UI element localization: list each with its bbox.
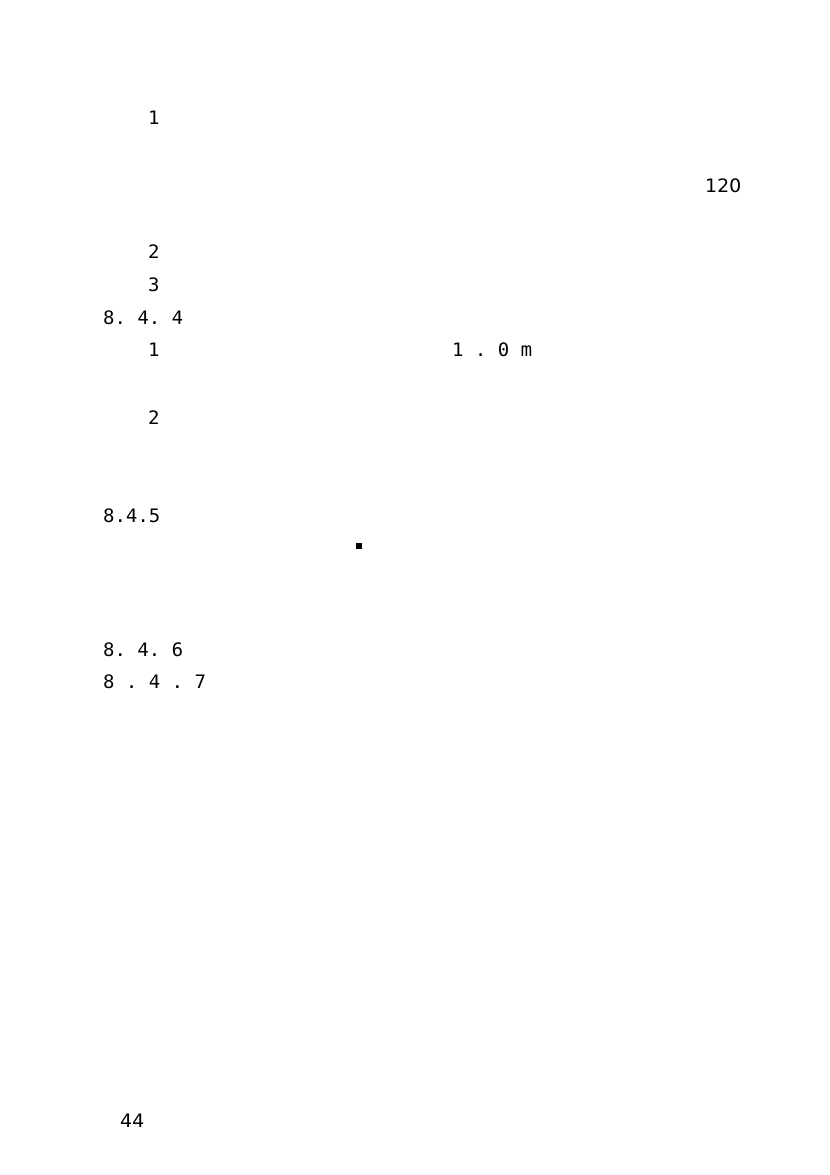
text-line-value-120: 120 — [705, 175, 742, 197]
text-line-clause-8-4-7: 8 . 4 . 7 — [103, 671, 206, 693]
text-line-clause-8-4-4: 8. 4. 4 — [103, 307, 184, 329]
period-mark — [356, 543, 362, 549]
text-line-clause-8-4-6: 8. 4. 6 — [103, 639, 184, 661]
text-line-item-3-a: 3 — [148, 274, 160, 296]
page-number-footer: 44 — [120, 1110, 145, 1132]
text-line-item-1-a: 1 — [148, 107, 160, 129]
text-line-clause-8-4-5: 8.4.5 — [103, 505, 161, 527]
text-line-item-2-a: 2 — [148, 241, 160, 263]
text-line-item-1-b: 1 — [148, 339, 160, 361]
text-line-measure-1-0m: 1 . 0 m — [452, 339, 533, 361]
text-line-item-2-b: 2 — [148, 407, 160, 429]
